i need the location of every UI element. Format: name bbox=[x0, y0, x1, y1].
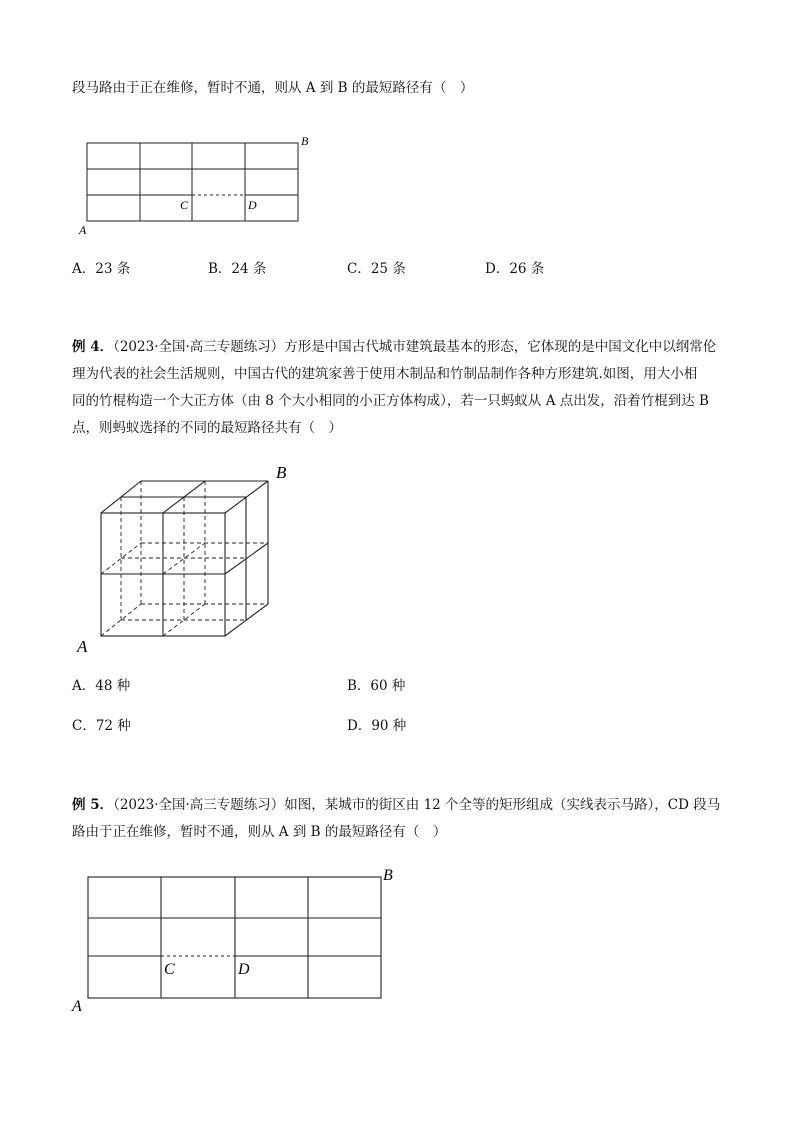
grid2-point-c-label: C bbox=[164, 961, 175, 978]
point-a-label: A bbox=[79, 223, 87, 237]
example5-tag: 例 5． bbox=[72, 797, 114, 813]
cube-point-b-label: B bbox=[276, 463, 287, 482]
grid-figure-2 bbox=[88, 877, 381, 998]
point-c-label: C bbox=[180, 198, 189, 212]
example4-line-2: 理为代表的社会生活规则，中国古代的建筑家善于使用木制品和竹制品制作各种方形建筑.如图，用大小相 bbox=[72, 366, 698, 382]
grid2-point-d-label: D bbox=[238, 961, 250, 978]
option-c: C．25 条 bbox=[347, 261, 406, 277]
ex4-option-d: D．90 种 bbox=[347, 718, 407, 734]
example5-line-2: 路由于正在维修，暂时不通，则从 A 到 B 的最短路径有（ ） bbox=[72, 824, 447, 840]
cube-figure bbox=[101, 481, 268, 636]
example5-text-1: （2023·全国·高三专题练习）如图，某城市的街区由 12 个全等的矩形组成（实线表示马路），CD 段马 bbox=[113, 797, 721, 813]
grid-figure-1 bbox=[87, 143, 298, 221]
point-d-label: D bbox=[248, 198, 257, 212]
point-b-label: B bbox=[301, 134, 309, 148]
option-d: D．26 条 bbox=[485, 261, 545, 277]
example4-text-1: （2023·全国·高三专题练习）方形是中国古代城市建筑最基本的形态，它体现的是中国文化中以纲常伦 bbox=[113, 339, 717, 355]
example4-line-1 bbox=[72, 337, 716, 357]
option-a: A．23 条 bbox=[72, 261, 131, 277]
grid2-point-a-label: A bbox=[72, 998, 82, 1015]
ex4-option-a: A．48 种 bbox=[72, 678, 131, 694]
question-text-continued: 段马路由于正在维修，暂时不通，则从 A 到 B 的最短路径有（ ） bbox=[72, 80, 474, 96]
ex4-option-b: B．60 种 bbox=[347, 678, 406, 694]
example5-line-1 bbox=[72, 795, 720, 815]
cube-hidden-edges bbox=[101, 481, 268, 636]
example4-line-4: 点，则蚂蚁选择的不同的最短路径共有（ ） bbox=[72, 420, 342, 436]
example4-line-3: 同的竹棍构造一个大正方体（由 8 个大小相同的小正方体构成），若一只蚂蚁从 A 点出发，沿着竹棍到达 B bbox=[72, 393, 709, 409]
example4-tag: 例 4． bbox=[72, 339, 114, 355]
ex4-option-c: C．72 种 bbox=[72, 718, 131, 734]
grid2-point-b-label: B bbox=[383, 867, 393, 884]
cube-point-a-label: A bbox=[77, 637, 88, 656]
option-b: B．24 条 bbox=[208, 261, 267, 277]
